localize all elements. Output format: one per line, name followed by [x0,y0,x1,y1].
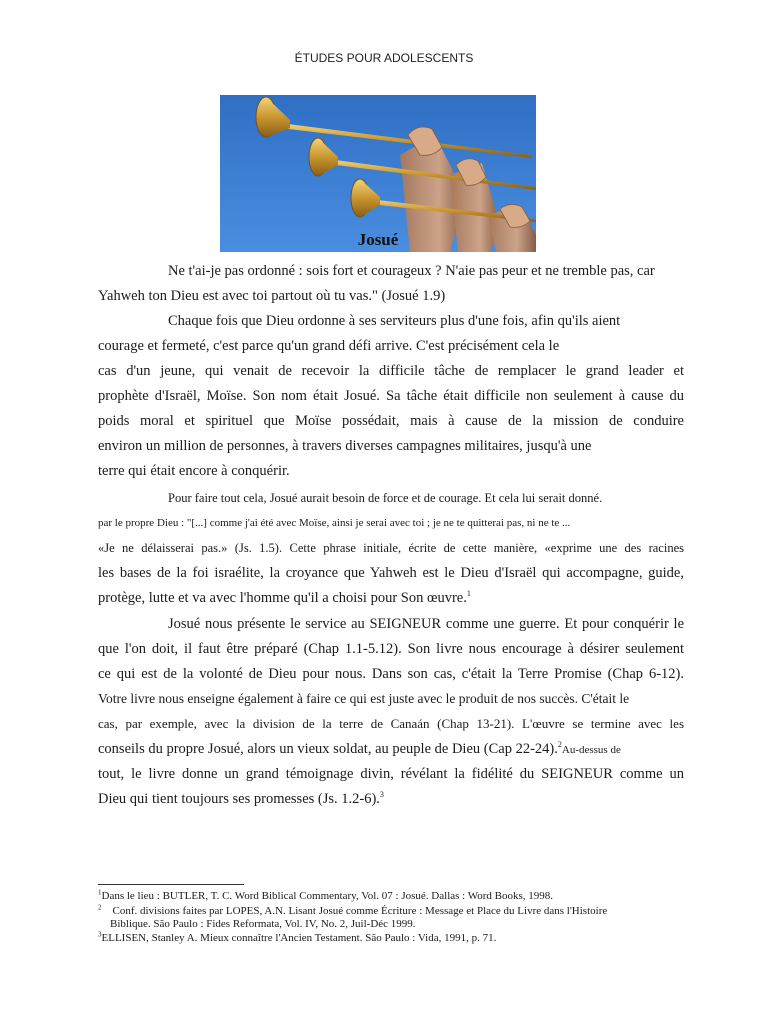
paragraph-line: Votre livre nous enseigne également à faire ce qui est juste avec le produit de nos succès. C'était le [98,691,630,706]
footnote-ref[interactable]: 2 [557,740,562,750]
line-text: Dieu qui tient toujours ses promesses (Js. 1.2-6). [98,791,380,807]
paragraph-line: courage et fermeté, c'est parce qu'un grand défi arrive. C'est précisément cela le [98,338,560,354]
paragraph-line: cas, par exemple, avec la division de la terre de Canaán (Chap 13-21). L'œuvre se termine avec les [98,716,684,731]
figure-caption: Josué [357,230,399,249]
footnote-ref[interactable]: 3 [379,790,384,800]
footnote-2 [98,905,607,918]
footnote-ref[interactable]: 1 [466,589,471,599]
line-text: protège, lutte et va avec l'homme qu'il a choisi pour Son œuvre. [98,590,467,606]
footnote-text: Conf. divisions faites par LOPES, A.N. Lisant Josué comme Écriture : Message et Place du Livre dans l'Histoire [112,905,608,917]
paragraph-line: tout, le livre donne un grand témoignage divin, révélant la fidélité du SEIGNEUR comme un [98,766,684,782]
paragraph-line: poids moral et spirituel que Moïse possédait, mais à cause de la mission de conduire [98,413,684,429]
trumpets-illustration [220,95,536,252]
paragraph-line: terre qui était encore à conquérir. [98,463,290,479]
footnote-text: ELLISEN, Stanley A. Mieux connaître l'Ancien Testament. São Paulo : Vida, 1991, p. 71. [101,932,497,944]
paragraph-line: Pour faire tout cela, Josué aurait besoin de force et de courage. Et cela lui serait donné. [168,491,603,505]
paragraph-line: «Je ne délaisserai pas.» (Js. 1.5). Cette phrase initiale, écrite de cette manière, «exprime une des racines [98,541,684,555]
paragraph-line: Josué nous présente le service au SEIGNEUR comme une guerre. Et pour conquérir le [168,616,684,632]
paragraph-line: cas d'un jeune, qui venait de recevoir la difficile tâche de remplacer le grand leader et [98,363,684,379]
paragraph-line: Yahweh ton Dieu est avec toi partout où tu vas." (Josué 1.9) [98,288,446,304]
paragraph-line: Chaque fois que Dieu ordonne à ses serviteurs plus d'une fois, afin qu'ils aient [168,313,621,329]
paragraph-line: ce qui est de la volonté de Dieu pour nous. Dans son cas, c'était la Terre Promise (Chap 6-12). [98,666,684,682]
footnote-separator [98,884,244,885]
paragraph-line: par le propre Dieu : "[...] comme j'ai été avec Moïse, ainsi je serai avec toi ; je ne te quitterai pas, ni ne te ... [98,517,571,529]
page-header: ÉTUDES POUR ADOLESCENTS [294,51,474,65]
paragraph-line [98,790,384,808]
line-text: conseils du propre Josué, alors un vieux soldat, au peuple de Dieu (Cap 22-24). [98,741,558,757]
footnote-1 [98,890,553,903]
footnote-3 [98,932,496,945]
paragraph-line: les bases de la foi israélite, la croyance que Yahweh est le Dieu d'Israël qui accompagne, guide, [98,565,684,581]
footnote-mark: 2 [98,903,102,912]
line-text-small: Au-dessus de [561,744,621,756]
paragraph-line [98,740,621,759]
paragraph-line [98,589,471,607]
paragraph-line: que l'on doit, il faut être préparé (Chap 1.1-5.12). Son livre nous encourage à désirer seulement [98,641,684,657]
footnote-2-continued: Biblique. São Paulo : Fides Reformata, Vol. IV, No. 2, Juil-Déc 1999. [110,918,416,930]
paragraph-line: environ un million de personnes, à travers diverses campagnes militaires, jusqu'à une [98,438,592,454]
footnote-mark: 3 [98,930,102,939]
paragraph-line: Ne t'ai-je pas ordonné : sois fort et courageux ? N'aie pas peur et ne tremble pas, car [168,263,655,279]
footnote-text: Dans le lieu : BUTLER, T. C. Word Biblical Commentary, Vol. 07 : Josué. Dallas : Word Books, 1998. [101,890,554,902]
footnote-mark: 1 [98,888,102,897]
trumpets-image [220,95,536,252]
paragraph-line: prophète d'Israël, Moïse. Son nom était Josué. Sa tâche était difficile non seulement à cause du [98,388,684,404]
